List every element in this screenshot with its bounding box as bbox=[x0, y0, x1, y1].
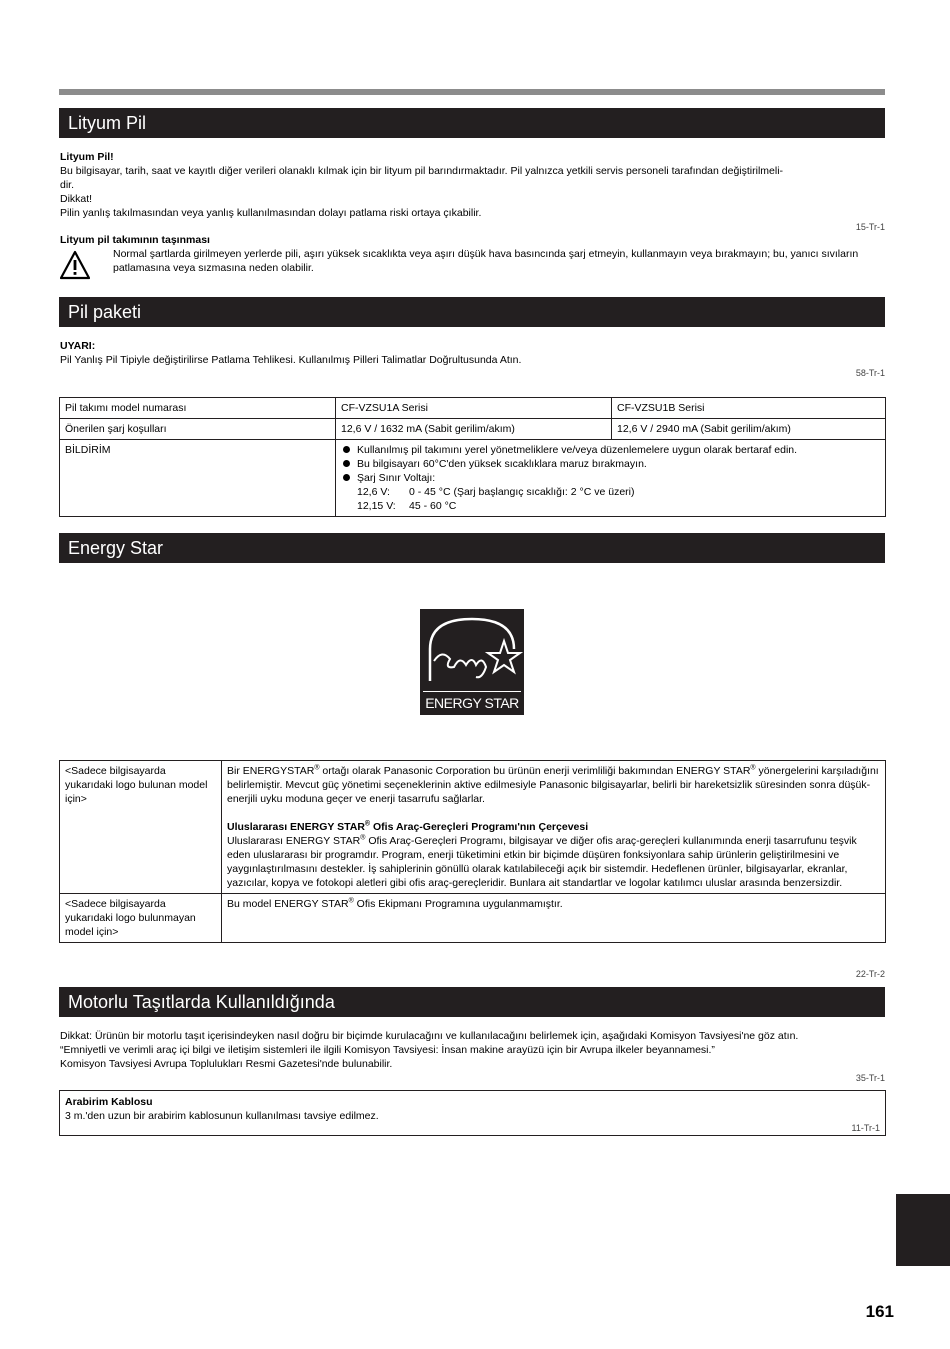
text-run: Ofis Araç-Gereçleri Programı'nın Çerçevesi bbox=[370, 821, 589, 833]
table-cell bbox=[222, 761, 886, 894]
voltage-row bbox=[341, 485, 880, 499]
warning-text: Pil Yanlış Pil Tipiyle değiştirilirse Patlama Tehlikesi. Kullanılmış Pilleri Talimatlar Doğrultusunda Atın. bbox=[60, 354, 522, 366]
energy-star-label: ENERGY STAR bbox=[425, 695, 519, 711]
table-cell: <Sadece bilgisayarda yukarıdaki logo bulunmayan model için> bbox=[60, 894, 222, 943]
text-run: ortağı olarak Panasonic Corporation bu ürünün enerji verimliliği bakımından ENERGY STAR bbox=[319, 765, 751, 777]
page-number: 161 bbox=[865, 1302, 894, 1321]
text-run: Uluslararası ENERGY STAR bbox=[227, 821, 365, 833]
cable-heading: Arabirim Kablosu bbox=[65, 1096, 153, 1108]
table-cell: CF-VZSU1B Serisi bbox=[612, 398, 886, 419]
ref-code: 58-Tr-1 bbox=[855, 368, 885, 378]
table-cell: Önerilen şarj koşulları bbox=[60, 419, 336, 440]
vehicle-line2: “Emniyetli ve verimli araç içi bilgi ve iletişim sistemleri ile ilgili Komisyon Tavsiyesi: İnsan makine arayüzü için bir Avrupa ilkeler beyannamesi.” bbox=[60, 1044, 715, 1056]
energy-para-1 bbox=[227, 764, 880, 806]
registered-mark: ® bbox=[750, 764, 756, 772]
table-row bbox=[60, 894, 886, 943]
table-cell: CF-VZSU1A Serisi bbox=[336, 398, 612, 419]
text-run: Bu model ENERGY STAR bbox=[227, 898, 349, 910]
transport-text: Normal şartlarda girilmeyen yerlerde pili, aşırı yüksek sıcaklıkta veya aşırı düşük hava basıncında şarj etmeyin, kullanmayın veya bırakmayın; bu, yanıcı sıvıların patlamasına veya sızmasına neden olabilir. bbox=[113, 248, 859, 274]
registered-mark: ® bbox=[314, 764, 320, 772]
table-row bbox=[60, 398, 886, 419]
table-cell bbox=[222, 894, 886, 943]
table-cell: <Sadece bilgisayarda yukarıdaki logo bulunan model için> bbox=[60, 761, 222, 894]
warning-label: UYARI: bbox=[60, 340, 96, 352]
section-title-battery: Pil paketi bbox=[59, 297, 885, 327]
registered-mark: ® bbox=[364, 820, 371, 828]
list-item: Bu bilgisayarı 60°C'den yüksek sıcaklıklara maruz bırakmayın. bbox=[341, 457, 880, 471]
table-cell: 12,6 V / 1632 mA (Sabit gerilim/akım) bbox=[336, 419, 612, 440]
text-run: Bir ENERGYSTAR bbox=[227, 765, 315, 777]
warning-triangle-icon bbox=[60, 250, 90, 280]
energy-table bbox=[59, 760, 886, 943]
table-row bbox=[60, 761, 886, 894]
section-title-vehicle: Motorlu Taşıtlarda Kullanıldığında bbox=[59, 987, 885, 1017]
section-title-energy: Energy Star bbox=[59, 533, 885, 563]
voltage-value: 12,15 V: bbox=[357, 500, 396, 512]
table-cell: 12,6 V / 2940 mA (Sabit gerilim/akım) bbox=[612, 419, 886, 440]
voltage-row bbox=[341, 499, 880, 513]
notice-label: BİLDİRİM bbox=[60, 440, 336, 517]
energy-star-logo-icon bbox=[420, 609, 524, 715]
text-run: Ofis Araç-Gereçleri Programı, bilgisayar ve diğer ofis araç-gereçleri kullanımında enerji tasarrufunu teşvik eden uluslararası bir programdır. Program, enerji tüketimini etkin bir biçimde düşüren fonksiyonlara sahip ürünlerin geliştirilmesini ve yaygınlaştırılmasını destekler. İş sahiplerinin gönüllü olarak katılabileceği açık bir sistemdir. Hedeflenen ürünler, bilgisayarlar, ekranlar, yazıcılar, kopya ve fotokopi aletleri gibi ofis araç-gereçleridir. Bunlara ait standartlar ve logolar katılımcı uluslar arasında benzersizdir. bbox=[227, 835, 857, 889]
registered-mark: ® bbox=[360, 834, 366, 842]
energy-star-arc-icon bbox=[420, 609, 524, 691]
lithium-line3: Pilin yanlış takılmasından veya yanlış kullanılmasından dolayı patlama riski ortaya çıkabilir. bbox=[60, 207, 482, 219]
lithium-line2: Dikkat! bbox=[60, 193, 93, 205]
text-run: Uluslararası ENERGY STAR bbox=[227, 835, 361, 847]
logo-divider bbox=[423, 691, 521, 692]
ref-code: 15-Tr-1 bbox=[855, 222, 885, 232]
vehicle-line1: Dikkat: Ürünün bir motorlu taşıt içerisindeyken nasıl doğru bir biçimde kurulacağını ve kullanılacağını belirlemek için, aşağıdaki Komisyon Tavsiyesi'ne göz atın. bbox=[60, 1030, 799, 1042]
text-run: yönergelerini karşıladığını belirlemiştir. Mevcut güç yönetimi seçeneklerinin aktive edilmesiyle Panasonic bilgisayarlar, belirli bir hareketsizlik süresinden sonra düşük-enerjili uyku moduna geçer ve enerji tasarrufu sağlarlar. bbox=[227, 765, 879, 805]
cable-box bbox=[59, 1090, 886, 1136]
energy-para-2 bbox=[227, 834, 880, 890]
notice-cell bbox=[336, 440, 886, 517]
lithium-body bbox=[60, 150, 885, 220]
lithium-heading: Lityum Pil! bbox=[60, 151, 114, 163]
transport-heading: Lityum pil takımının taşınması bbox=[60, 234, 210, 246]
energy-subheading bbox=[227, 820, 880, 834]
lithium-line1b: dir. bbox=[60, 179, 75, 191]
battery-warning bbox=[60, 339, 885, 367]
voltage-value: 12,6 V: bbox=[357, 486, 390, 498]
ref-code: 11-Tr-1 bbox=[851, 1123, 880, 1133]
text-run: Ofis Ekipmanı Programına uygulanmamıştır. bbox=[353, 898, 563, 910]
top-rule bbox=[59, 89, 885, 95]
notice-list bbox=[341, 443, 880, 485]
voltage-range: 0 - 45 °C (Şarj başlangıç sıcaklığı: 2 °C ve üzeri) bbox=[409, 486, 635, 498]
ref-code: 35-Tr-1 bbox=[855, 1073, 885, 1083]
ref-code: 22-Tr-2 bbox=[855, 969, 885, 979]
vehicle-line3: Komisyon Tavsiyesi Avrupa Toplulukları Resmi Gazetesi'nde bulunabilir. bbox=[60, 1058, 393, 1070]
table-row bbox=[60, 440, 886, 517]
vehicle-body bbox=[60, 1029, 885, 1071]
list-item: Kullanılmış pil takımını yerel yönetmeliklere ve/veya düzenlemelere uygun olarak bertaraf edin. bbox=[341, 443, 880, 457]
lithium-line1: Bu bilgisayar, tarih, saat ve kayıtlı diğer verileri olanaklı kılmak için bir lityum pil barındırmaktadır. Pil yalnızca yetkili servis personeli tarafından değiştirilmeli- bbox=[60, 165, 784, 177]
cable-text: 3 m.'den uzun bir arabirim kablosunun kullanılması tavsiye edilmez. bbox=[65, 1110, 379, 1122]
table-row bbox=[60, 419, 886, 440]
table-cell: Pil takımı model numarası bbox=[60, 398, 336, 419]
battery-table bbox=[59, 397, 886, 517]
side-tab bbox=[896, 1194, 950, 1266]
registered-mark: ® bbox=[348, 897, 354, 905]
voltage-range: 45 - 60 °C bbox=[409, 500, 457, 512]
section-title-lithium: Lityum Pil bbox=[59, 108, 885, 138]
list-item: Şarj Sınır Voltajı: bbox=[341, 471, 880, 485]
